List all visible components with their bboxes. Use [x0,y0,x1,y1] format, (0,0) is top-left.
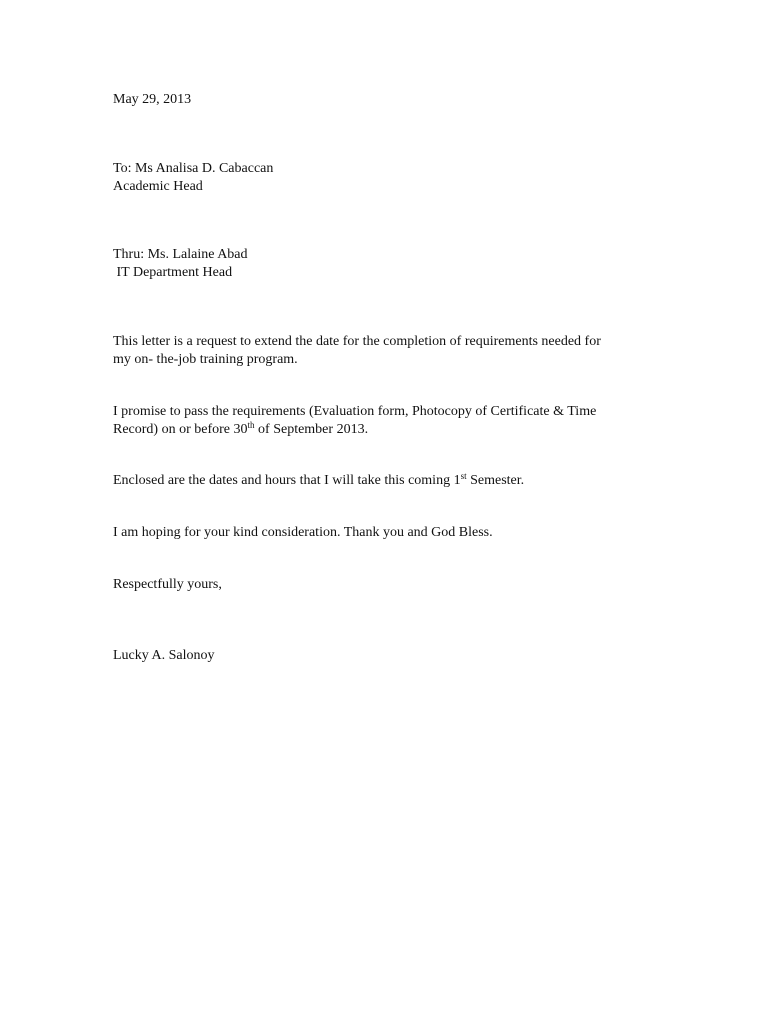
paragraph-2-line-2 [113,421,368,439]
paragraph-1-line-1: This letter is a request to extend the date for the completion of requirements needed for [113,334,601,349]
thru-line: Thru: Ms. Lalaine Abad [113,247,248,262]
recipient-title: Academic Head [113,179,203,194]
paragraph-3-end: Semester. [466,473,525,488]
paragraph-3-start: Enclosed are the dates and hours that I will take this coming 1 [113,473,461,488]
thru-title: IT Department Head [113,265,233,280]
paragraph-2-line-2-end: of September 2013. [254,422,369,437]
closing-line: Respectfully yours, [113,577,222,592]
recipient-line: To: Ms Analisa D. Cabaccan [113,161,274,176]
paragraph-1-line-2: my on- the-job training program. [113,352,298,367]
ordinal-suffix-st: st [460,471,467,481]
letter-date: May 29, 2013 [113,92,192,107]
paragraph-3 [113,472,524,490]
paragraph-4: I am hoping for your kind consideration. Thank you and God Bless. [113,525,493,540]
paragraph-2-line-2-start: Record) on or before 30 [113,422,248,437]
ordinal-suffix-th: th [247,420,255,430]
paragraph-2-line-1: I promise to pass the requirements (Evaluation form, Photocopy of Certificate & Time [113,404,597,419]
signature-name: Lucky A. Salonoy [113,648,215,663]
